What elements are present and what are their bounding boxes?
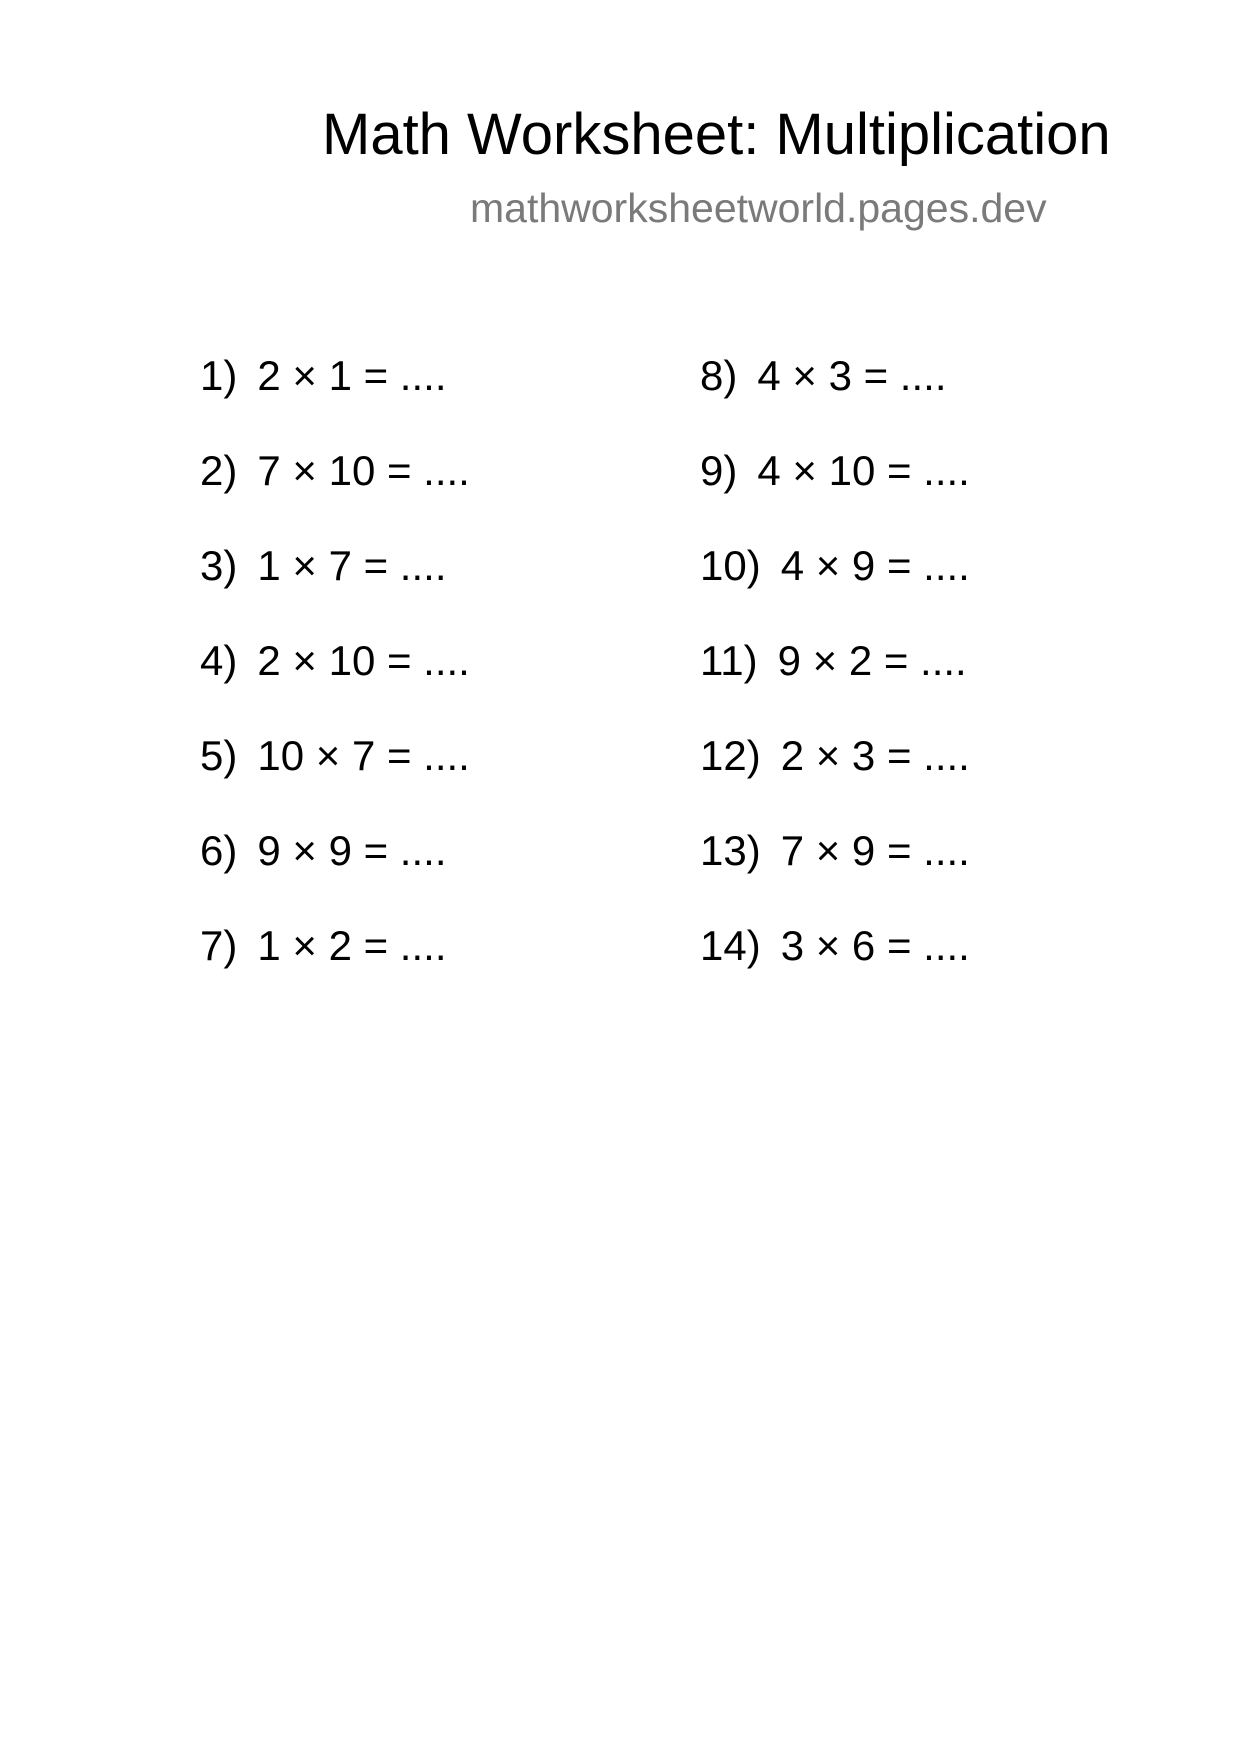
problem-item	[200, 919, 470, 1014]
problem-expression: 7 × 10 = ....	[257, 447, 470, 494]
problem-item	[700, 539, 970, 634]
problem-number: 4)	[200, 637, 238, 684]
problem-number: 5)	[200, 732, 238, 779]
problem-expression: 10 × 7 = ....	[257, 732, 470, 779]
problem-item	[700, 919, 970, 1014]
problem-expression: 4 × 3 = ....	[757, 352, 947, 399]
problem-item	[700, 634, 970, 729]
problem-number: 14)	[700, 922, 761, 969]
problem-expression: 1 × 7 = ....	[257, 542, 447, 589]
problem-item	[200, 349, 470, 444]
problem-expression: 2 × 10 = ....	[257, 637, 470, 684]
problem-number: 3)	[200, 542, 238, 589]
problem-item	[200, 824, 470, 919]
problem-expression: 9 × 9 = ....	[257, 827, 447, 874]
worksheet-title: Math Worksheet: Multiplication	[322, 102, 1111, 167]
problem-expression: 1 × 2 = ....	[257, 922, 447, 969]
problem-number: 1)	[200, 352, 238, 399]
problem-number: 10)	[700, 542, 761, 589]
problem-item	[200, 444, 470, 539]
problem-expression: 7 × 9 = ....	[780, 827, 970, 874]
problem-column-left	[200, 349, 470, 1014]
problem-item	[700, 824, 970, 919]
problem-item	[200, 634, 470, 729]
problem-item	[200, 729, 470, 824]
problem-column-right	[700, 349, 970, 1014]
problem-item	[700, 444, 970, 539]
problem-number: 8)	[700, 352, 738, 399]
problem-expression: 4 × 9 = ....	[780, 542, 970, 589]
problem-number: 12)	[700, 732, 761, 779]
problem-expression: 2 × 3 = ....	[780, 732, 970, 779]
problem-number: 9)	[700, 447, 738, 494]
problem-number: 2)	[200, 447, 238, 494]
problem-expression: 3 × 6 = ....	[780, 922, 970, 969]
problem-item	[700, 729, 970, 824]
problem-expression: 2 × 1 = ....	[257, 352, 447, 399]
problem-item	[700, 349, 970, 444]
problem-number: 13)	[700, 827, 761, 874]
problem-number: 6)	[200, 827, 238, 874]
problem-expression: 4 × 10 = ....	[757, 447, 970, 494]
problem-item	[200, 539, 470, 634]
website-url: mathworksheetworld.pages.dev	[470, 185, 1047, 231]
problem-expression: 9 × 2 = ....	[777, 637, 967, 684]
problem-number: 7)	[200, 922, 238, 969]
problem-number: 11)	[700, 637, 758, 684]
